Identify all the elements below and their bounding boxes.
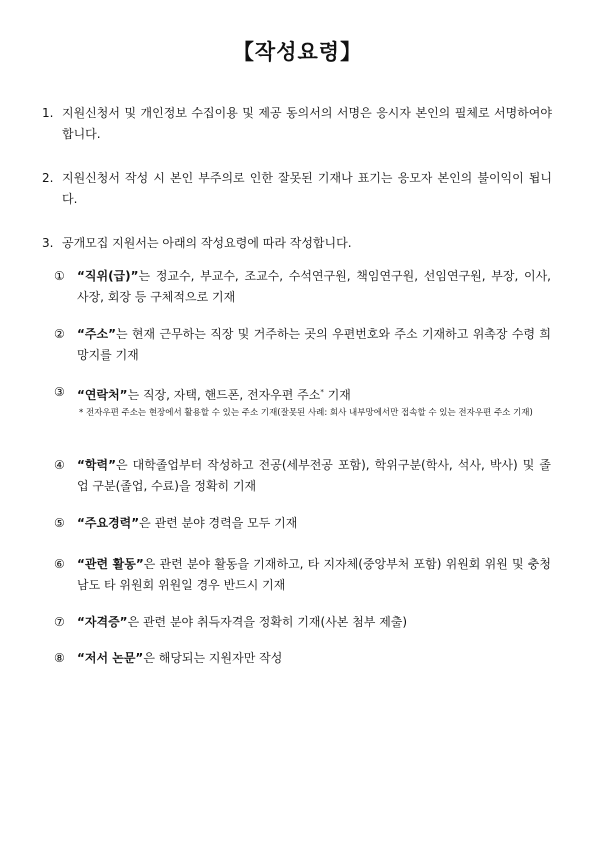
subitem-8	[54, 648, 551, 669]
subitem-2	[54, 324, 551, 366]
subitem-number: ⑤	[54, 516, 65, 530]
subitem-text-tail: 기재	[323, 388, 351, 402]
item-number: 2.	[42, 171, 54, 185]
subitem-text: 는 정교수, 부교수, 조교수, 수석연구원, 책임연구원, 선임연구원, 부장, 이사, 사장, 회장 등 구체적으로 기재	[77, 269, 551, 304]
subitem-number: ⑦	[54, 615, 65, 629]
subitem-number: ⑧	[54, 651, 65, 665]
subitem-number: ①	[54, 269, 65, 283]
subitem-text: 은 대학졸업부터 작성하고 전공(세부전공 포함), 학위구분(학사, 석사, 박사) 및 졸업 구분(졸업, 수료)을 정확히 기재	[77, 458, 551, 493]
footnote-note: * 전자우편 주소는 현장에서 활용할 수 있는 주소 기재(잘못된 사례: 회사 내부망에서만 접속할 수 있는 전자우편 주소 기재)	[79, 408, 533, 418]
item-text: 공개모집 지원서는 아래의 작성요령에 따라 작성합니다.	[62, 236, 352, 250]
subitem-6	[54, 554, 551, 596]
item-number: 3.	[42, 236, 54, 250]
subitem-text: 은 관련 분야 활동을 기재하고, 타 지자체(중앙부처 포함) 위원회 위원 및 충청남도 타 위원회 위원일 경우 반드시 기재	[77, 557, 551, 592]
item-text: 지원신청서 작성 시 본인 부주의로 인한 잘못된 기재나 표기는 응모자 본인의 불이익이 됩니다.	[62, 171, 552, 206]
subitem-text: 는 현재 근무하는 직장 및 거주하는 곳의 우편번호와 주소 기재하고 위촉장 수령 희망지를 기재	[77, 327, 551, 362]
subitem-keyword: “자격증”	[77, 615, 128, 629]
item-3	[42, 233, 552, 254]
subitem-text: 는 직장, 자택, 핸드폰, 전자우편 주소	[127, 388, 321, 402]
subitem-keyword: “관련 활동”	[77, 557, 144, 571]
subitem-7	[54, 612, 551, 633]
subitem-text: 은 관련 분야 취득자격을 정확히 기재(사본 첨부 제출)	[127, 615, 408, 629]
subitem-keyword: “학력”	[77, 458, 116, 472]
item-number: 1.	[42, 106, 54, 120]
subitem-number: ④	[54, 458, 65, 472]
document-title: 【작성요령】	[232, 40, 363, 64]
subitem-number: ③	[54, 385, 65, 399]
subitem-text: 은 관련 분야 경력을 모두 기재	[139, 516, 298, 530]
subitem-5	[54, 513, 551, 534]
subitem-keyword: “연락처”	[77, 388, 128, 402]
subitem-4	[54, 455, 551, 497]
subitem-number: ⑥	[54, 557, 65, 571]
subitem-text: 은 해당되는 지원자만 작성	[143, 651, 283, 665]
subitem-1	[54, 266, 551, 308]
subitem-keyword: “직위(급)”	[77, 269, 139, 283]
item-2	[42, 168, 552, 210]
subitem-keyword: “주소”	[77, 327, 116, 341]
item-text: 지원신청서 및 개인정보 수집이용 및 제공 동의서의 서명은 응시자 본인의 필체로 서명하여야 합니다.	[62, 106, 552, 141]
subitem-keyword: “저서 논문”	[77, 651, 144, 665]
item-1	[42, 103, 552, 145]
footnote-marker: *	[320, 388, 324, 396]
subitem-keyword: “주요경력”	[77, 516, 140, 530]
subitem-number: ②	[54, 327, 65, 341]
subitem-3	[54, 382, 551, 420]
